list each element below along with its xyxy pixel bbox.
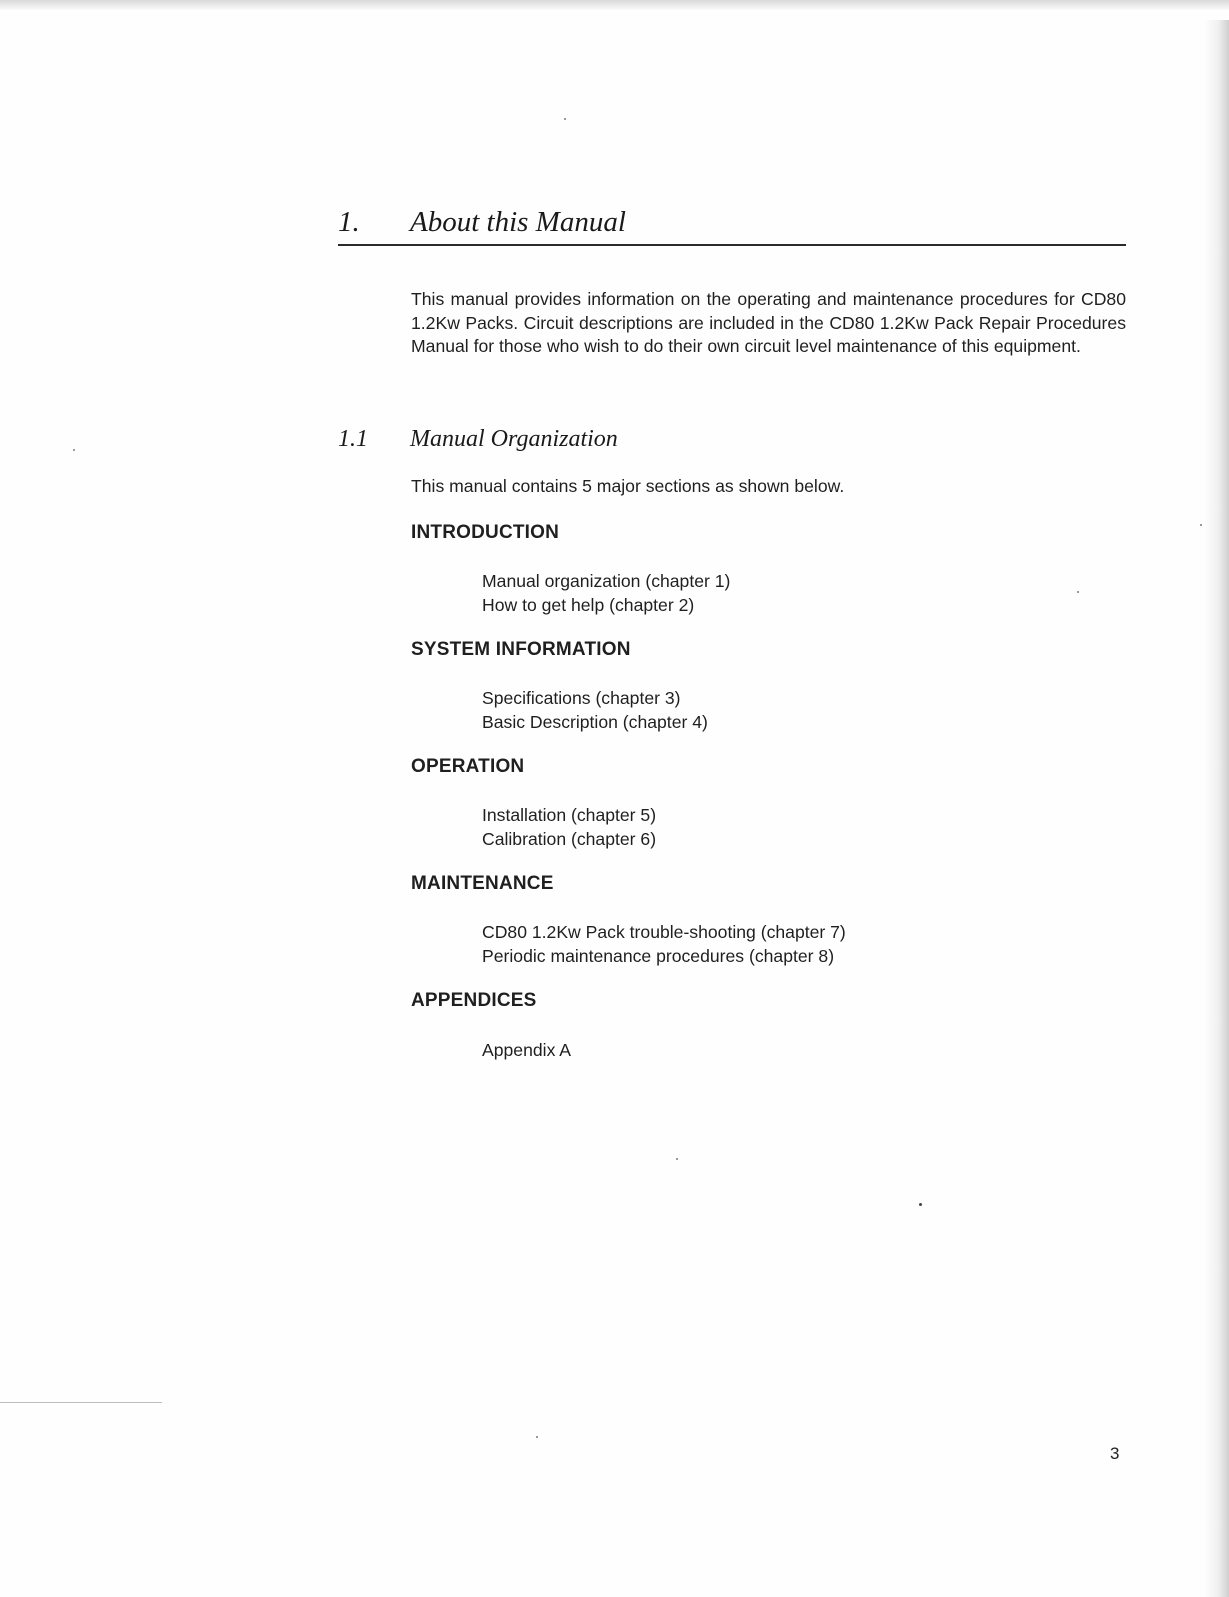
section-intro: This manual contains 5 major sections as shown below. <box>411 476 845 496</box>
group-list-system-information <box>482 687 708 734</box>
margin-rule <box>0 1402 162 1403</box>
scan-speck <box>676 1158 678 1160</box>
chapter-intro-paragraph: This manual provides information on the operating and maintenance procedures for CD80 1.2Kw Packs. Circuit descriptions are included in the CD80 1.2Kw Pack Repair Procedures Manual for those who wish to do their own circuit level maintenance of this equipment. <box>411 289 1126 356</box>
scan-speck <box>536 1436 538 1438</box>
group-title-maintenance: MAINTENANCE <box>411 873 554 894</box>
scan-right-edge <box>1205 20 1229 1597</box>
group-list-operation <box>482 804 656 851</box>
list-item: Specifications (chapter 3) <box>482 688 681 708</box>
group-list-maintenance <box>482 921 846 968</box>
scan-speck <box>73 449 75 451</box>
list-item: CD80 1.2Kw Pack trouble-shooting (chapter 7) <box>482 922 846 942</box>
section-title: Manual Organization <box>410 426 618 452</box>
section-heading <box>338 426 1126 456</box>
page-number: 3 <box>1110 1444 1120 1463</box>
scan-speck <box>1200 524 1202 526</box>
group-title-appendices: APPENDICES <box>411 990 537 1011</box>
group-list-appendices <box>482 1039 571 1063</box>
list-item: Installation (chapter 5) <box>482 805 657 825</box>
chapter-number: 1. <box>338 206 360 238</box>
list-item: Manual organization (chapter 1) <box>482 571 731 591</box>
scan-speck <box>919 1203 922 1206</box>
scan-speck <box>1077 591 1079 593</box>
chapter-heading <box>338 206 1126 246</box>
group-list-introduction <box>482 570 730 617</box>
group-title-system-information: SYSTEM INFORMATION <box>411 639 631 660</box>
scan-top-edge <box>0 0 1229 10</box>
list-item: Appendix A <box>482 1040 572 1060</box>
list-item: Basic Description (chapter 4) <box>482 711 708 732</box>
list-item: Periodic maintenance procedures (chapter 8) <box>482 945 835 966</box>
section-number: 1.1 <box>338 426 368 452</box>
group-title-introduction: INTRODUCTION <box>411 522 560 543</box>
group-title-operation: OPERATION <box>411 756 525 777</box>
list-item: How to get help (chapter 2) <box>482 594 695 615</box>
chapter-title: About this Manual <box>410 206 626 238</box>
list-item: Calibration (chapter 6) <box>482 828 657 849</box>
scan-speck <box>564 118 566 120</box>
